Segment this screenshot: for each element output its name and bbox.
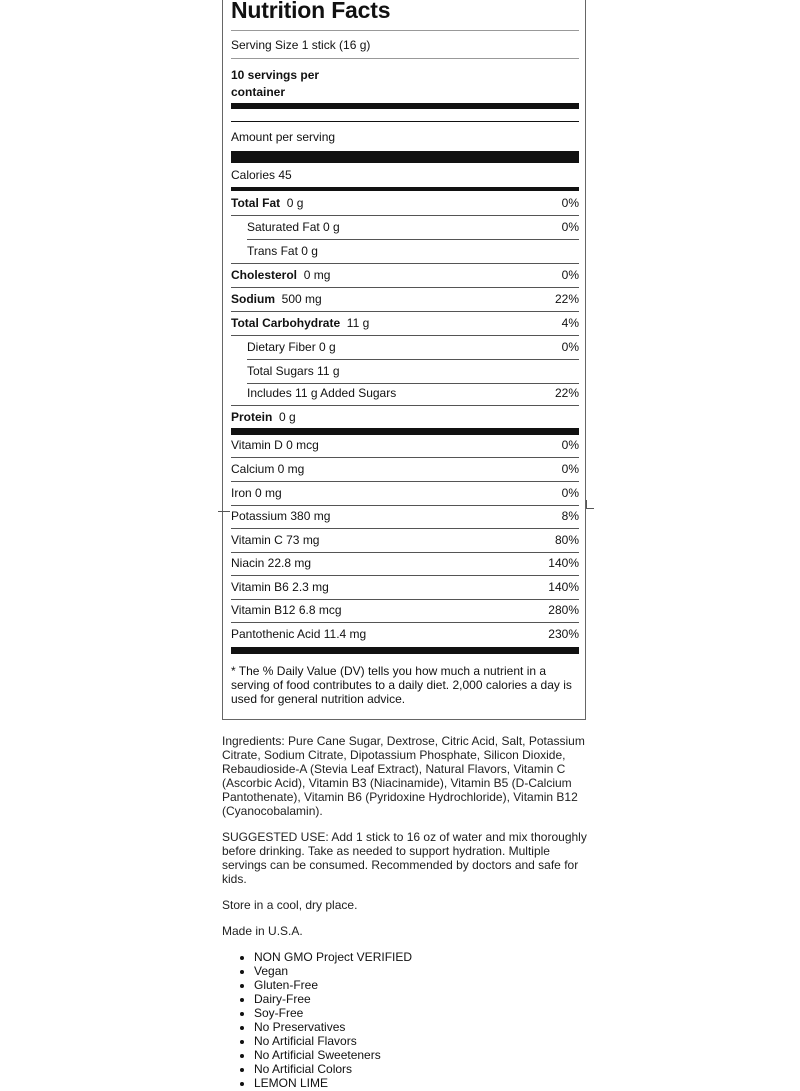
vitamin-dv: 230% [548, 627, 579, 641]
vitamin-dv: 140% [548, 556, 579, 570]
vitamin-name: Potassium 380 mg [231, 509, 331, 523]
feature-item: • NON GMO Project VERIFIED [254, 950, 412, 964]
nutrient-amount: 0 mg [303, 268, 331, 282]
edge-mark [586, 508, 594, 509]
vitamin-name: Vitamin B6 2.3 mg [231, 580, 329, 594]
thick-divider [231, 647, 579, 654]
edge-mark [218, 511, 230, 512]
nutrient-name: Total Fat [231, 196, 281, 210]
feature-item: • Dairy-Free [254, 992, 412, 1006]
vitamin-row [231, 599, 579, 622]
vitamin-name: Niacin 22.8 mg [231, 556, 312, 570]
nutrient-amount: 500 mg [281, 292, 322, 306]
storage-text: Store in a cool, dry place. [222, 898, 358, 912]
nutrient-amount: 11 g [346, 316, 370, 330]
vitamin-row [231, 623, 579, 646]
nutrient-dv: 0% [561, 196, 579, 210]
feature-list [222, 950, 412, 1090]
calories: Calories 45 [231, 168, 292, 182]
vitamin-row [231, 529, 579, 552]
label-title: Nutrition Facts [231, 0, 391, 23]
nutrient-name: Saturated Fat 0 g [247, 220, 340, 234]
vitamin-row [231, 505, 579, 528]
vitamin-row [231, 552, 579, 575]
nutrient-name: Protein [231, 410, 273, 424]
feature-item: • Soy-Free [254, 1006, 412, 1020]
servings-per-container: 10 servings per container [231, 68, 320, 99]
vitamin-row [231, 482, 579, 505]
edge-mark [586, 500, 587, 509]
nutrient-row-saturated-fat [231, 216, 579, 239]
suggested-use-text: SUGGESTED USE: Add 1 stick to 16 oz of water and mix thoroughly before drinking. Take as needed to support hydration. Multiple servings can be consumed. Recommended by doctors and safe for kids. [222, 830, 587, 886]
thick-divider [231, 103, 579, 109]
feature-item: • Gluten-Free [254, 978, 412, 992]
origin-text: Made in U.S.A. [222, 924, 303, 938]
vitamin-row [231, 576, 579, 599]
serving-size: Serving Size 1 stick (16 g) [231, 38, 371, 52]
divider [231, 58, 579, 59]
vitamin-dv: 0% [561, 438, 579, 452]
nutrient-dv: 0% [561, 220, 579, 234]
nutrient-row-added-sugars [231, 382, 579, 405]
vitamin-name: Iron 0 mg [231, 486, 282, 500]
nutrient-row-total-carbohydrate [231, 312, 579, 335]
nutrient-name: Cholesterol [231, 268, 298, 282]
vitamin-name: Calcium 0 mg [231, 462, 305, 476]
nutrient-name: Includes 11 g Added Sugars [247, 386, 397, 400]
vitamin-name: Vitamin B12 6.8 mcg [231, 603, 342, 617]
feature-item: • No Preservatives [254, 1020, 412, 1034]
vitamin-name: Vitamin D 0 mcg [231, 438, 319, 452]
nutrient-row-protein [231, 406, 579, 429]
nutrient-dv: 22% [554, 386, 579, 400]
nutrient-amount: 0 g [279, 410, 296, 424]
vitamin-dv: 0% [561, 462, 579, 476]
nutrient-row-dietary-fiber [231, 336, 579, 359]
nutrient-name: Trans Fat 0 g [247, 244, 318, 258]
nutrient-dv: 4% [561, 316, 579, 330]
vitamin-row [231, 458, 579, 481]
nutrient-name: Dietary Fiber 0 g [247, 340, 336, 354]
feature-item: • No Artificial Flavors [254, 1034, 412, 1048]
nutrient-name: Total Sugars 11 g [247, 364, 340, 378]
nutrient-row-trans-fat [231, 240, 579, 263]
feature-item: • No Artificial Colors [254, 1062, 412, 1076]
nutrient-dv: 0% [561, 268, 579, 282]
divider [231, 121, 579, 122]
medium-divider [231, 187, 579, 191]
thick-divider [231, 151, 579, 163]
ingredients-text: Ingredients: Pure Cane Sugar, Dextrose, Citric Acid, Salt, Potassium Citrate, Sodium Citrate, Dipotassium Phosphate, Silicon Dioxide, Rebaudioside-A (Stevia Leaf Extract), Natural Flavors, Vitamin C (Ascorbic Acid), Vitamin B3 (Niacinamide), Vitamin B5 (D-Calcium Pantothenate), Vitamin B6 (Pyridoxine Hydrochloride), Vitamin B12 (Cyanocobalamin). [222, 734, 585, 818]
vitamin-dv: 140% [548, 580, 579, 594]
vitamin-row [231, 434, 579, 457]
amount-per-serving: Amount per serving [231, 130, 336, 144]
nutrient-dv: 22% [554, 292, 579, 306]
nutrient-row-total-sugars [231, 360, 579, 383]
feature-item: • Vegan [254, 964, 412, 978]
vitamin-dv: 8% [561, 509, 579, 523]
feature-item: • LEMON LIME [254, 1076, 412, 1090]
vitamin-dv: 280% [548, 603, 579, 617]
divider [231, 30, 579, 31]
nutrient-amount: 0 g [286, 196, 304, 210]
daily-value-footnote: * The % Daily Value (DV) tells you how much a nutrient in a serving of food contributes to a daily diet. 2,000 calories a day is used for general nutrition advice. [231, 664, 572, 706]
vitamin-name: Pantothenic Acid 11.4 mg [231, 627, 367, 641]
feature-item: • No Artificial Sweeteners [254, 1048, 412, 1062]
nutrient-row-total-fat [231, 192, 579, 215]
nutrient-name: Sodium [231, 292, 275, 306]
vitamin-dv: 80% [554, 533, 579, 547]
nutrient-dv: 0% [561, 340, 579, 354]
nutrient-name: Total Carbohydrate [231, 316, 341, 330]
vitamin-dv: 0% [561, 486, 579, 500]
nutrient-row-sodium [231, 288, 579, 311]
nutrient-row-cholesterol [231, 264, 579, 287]
vitamin-name: Vitamin C 73 mg [231, 533, 320, 547]
